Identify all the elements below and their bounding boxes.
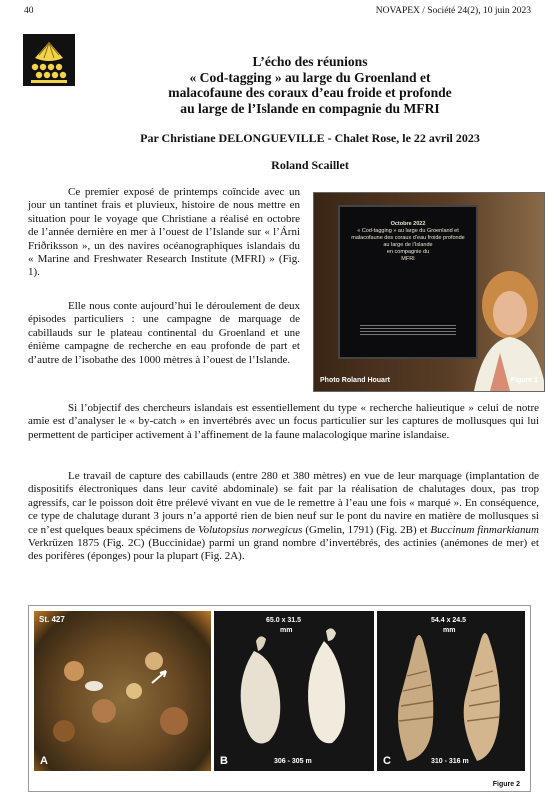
title-line-3: malacofaune des coraux d’eau froide et profonde (168, 85, 452, 100)
species-name-1: Volutopsius norwegicus (198, 523, 303, 536)
byline: Par Christiane DELONGUEVILLE - Chalet Rose, le 22 avril 2023 (140, 131, 480, 145)
panel-c-size: 54.4 x 24.5 (431, 617, 467, 624)
figure-1-credit: Photo Roland Houart (320, 377, 390, 384)
panel-b-size: 65.0 x 31.5 (266, 617, 302, 624)
paragraph-4-text-a: Le travail de capture des cabillauds (entre 280 et 380 mètres) en vue de leur marquage (implantation de dispositifs électroniques dans leur cavité abdominale) se fait par la réalisation de chalutages doux, pas trop agressifs, car le poisson doit être prélevé vivant en vue de le remettre à l’eau une fois « marqué ». En conséquence, ce type de chalutage durant 3 jours n’a apporté rien de bien neuf sur le pont du navire en matière de mollusques si ce n’est quelques beaux spécimens de (28, 470, 539, 536)
panel-c-depth: 310 - 316 m (431, 758, 469, 765)
species-name-2: Buccinum finmarkianum (430, 523, 540, 536)
panel-c-letter: C (383, 755, 391, 767)
panel-a-letter: A (40, 755, 48, 767)
panel-b-photo (214, 611, 374, 771)
slide-line-5: en compagnie du (386, 249, 430, 255)
second-author: Roland Scaillet (271, 158, 349, 172)
slide-line-4: au large de l’Islande (383, 242, 433, 248)
shell-logo-icon (23, 34, 75, 86)
title-line-1: L’écho des réunions (252, 54, 368, 69)
title-line-2: « Cod-tagging » au large du Groenland et (189, 69, 431, 85)
slide-line-2: « Cod-tagging » au large du Groenland et (357, 228, 459, 234)
paragraph-4 (28, 470, 539, 564)
panel-b-letter: B (220, 755, 228, 767)
article-title (90, 54, 530, 116)
paragraph-1: Ce premier exposé de printemps coïncide avec un jour un tantinet frais et pluvieux, histoire de nous mettre en situation pour le voyage que Christiane a réalisé en octobre de l’année dernière en mer à l’ouest de l’Islande sur « l’Árni Friðriksson », un des navires océanographiques islandais du « Marine and Freshwater Research Institute (MFRI) » (Fig. 1). (28, 186, 300, 279)
slide-line-3: malacofaune des coraux d’eau froide profonde (351, 235, 465, 241)
paragraph-3: Si l’objectif des chercheurs islandais est essentiellement du type « recherche halieutique » celui de notre amie est d’analyser le « by-catch » en invertébrés avec un focus particulier sur les captures de mollusques qui lui permettent de participer activement à l’affinement de la faune malacologique marine islandaise. (28, 402, 539, 441)
slide-line-6: MFRI (401, 256, 415, 262)
station-label: St. 427 (39, 615, 65, 624)
presenter-photo (314, 193, 544, 391)
buccinum-shell-illustration (377, 611, 525, 771)
panel-c-photo (377, 611, 525, 771)
catch-basket-illustration (34, 611, 211, 771)
figure-2-label: Figure 2 (492, 781, 520, 788)
journal-reference: NOVAPEX / Société 24(2), 10 juin 2023 (375, 6, 531, 16)
slide-line-1: Octobre 2022 (390, 221, 426, 227)
paragraph-2: Elle nous conte aujourd’hui le déroulement de deux épisodes particuliers : une campagne de marquage de cabillauds sur le plateau continental du Groenland et une énième campagne de recherche en eau profonde de part et d’autre de l’isobathe des 1000 mètres à l’ouest de l’Islande. (28, 300, 300, 366)
title-line-4: au large de l’Islande en compagnie du MFRI (180, 100, 440, 116)
panel-a-photo (34, 611, 211, 771)
society-logo (23, 34, 75, 86)
figure-1-photo (313, 192, 545, 392)
panel-b-depth: 306 - 305 m (274, 758, 312, 765)
volutopsius-shell-illustration (214, 611, 374, 771)
figure-1-label: Figure 1 (510, 377, 538, 384)
paragraph-4-text-c: Verkrüzen 1875 (Fig. 2C) (Buccinidae) parmi un grand nombre d’invertébrés, des actinies (anémones de mer) et des porifères (éponges) pour la plupart (Fig. 2A). (28, 537, 539, 563)
panel-c-unit: mm (443, 627, 456, 634)
panel-b-unit: mm (280, 627, 293, 634)
page-number: 40 (24, 6, 34, 16)
paragraph-4-text-b: (Gmelin, 1791) (Fig. 2B) et (302, 523, 431, 536)
figure-2 (28, 605, 531, 792)
